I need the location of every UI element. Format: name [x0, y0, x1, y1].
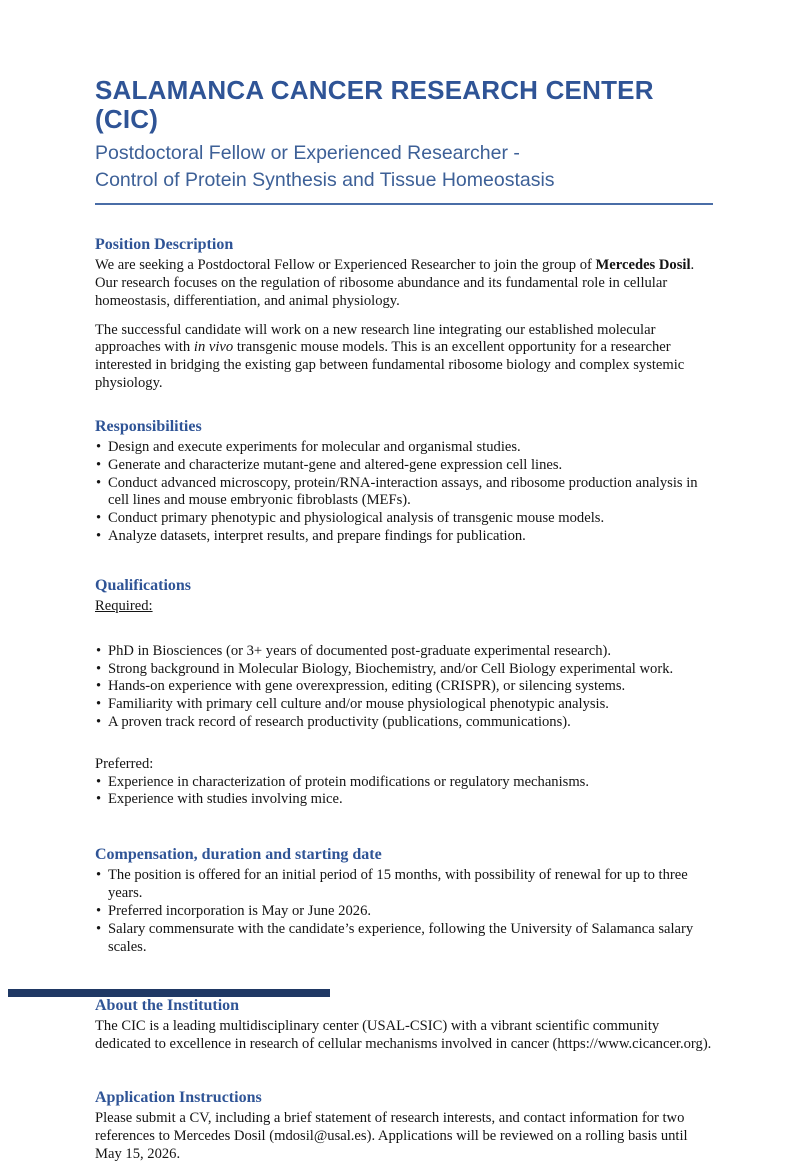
list-item: • Design and execute experiments for molecular and organismal studies. — [95, 439, 715, 457]
page-title: SALAMANCA CANCER RESEARCH CENTER (CIC) — [95, 75, 654, 135]
list-item: • Preferred incorporation is May or June 2026. — [95, 903, 715, 921]
list-item: • Experience in characterization of protein modifications or regulatory mechanisms. — [95, 774, 715, 792]
section-heading-compensation: Compensation, duration and starting date — [95, 846, 382, 864]
about-paragraph: The CIC is a leading multidisciplinary center (USAL-CSIC) with a vibrant scientific community dedicated to excellence in research of cellular mechanisms involved in cancer (https://www.cicancer.org). — [95, 1018, 712, 1053]
section-heading-qualifications: Qualifications — [95, 576, 192, 594]
list-item: • Conduct advanced microscopy, protein/RNA-interaction assays, and ribosome production analysis in cell lines and mouse embryonic fibroblasts (MEFs). — [95, 475, 715, 511]
section-qualifications — [95, 576, 715, 809]
subtitle-line-2: Control of Protein Synthesis and Tissue Homeostasis — [95, 169, 555, 192]
preferred-list — [95, 774, 715, 810]
list-item: • PhD in Biosciences (or 3+ years of documented post-graduate experimental research). — [95, 643, 715, 661]
application-paragraph: Please submit a CV, including a brief statement of research interests, and contact information for two references to Mercedes Dosil (mdosil@usal.es). Applications will be reviewed on a rolling basis until May 15, 2026. — [95, 1110, 688, 1162]
section-application-instructions — [95, 1088, 715, 1164]
page-subtitle — [95, 140, 715, 194]
subtitle-line-1: Postdoctoral Fellow or Experienced Researcher - — [95, 142, 520, 165]
list-item: • A proven track record of research productivity (publications, communications). — [95, 714, 715, 732]
section-heading-application: Application Instructions — [95, 1089, 262, 1107]
section-responsibilities — [95, 417, 715, 546]
preferred-label: Preferred: — [95, 755, 154, 772]
position-p2-text: The successful candidate will work on a new research line integrating our established molecular approaches with — [95, 321, 656, 356]
document-body — [95, 76, 715, 1164]
section-heading-position: Position Description — [95, 236, 234, 254]
list-item: • Familiarity with primary cell culture and/or mouse physiological phenotypic analysis. — [95, 696, 715, 714]
position-p1-bold-name: Mercedes Dosil — [595, 257, 691, 274]
required-label: Required: — [95, 597, 153, 614]
position-p2-italic: in vivo — [193, 339, 234, 356]
section-heading-about: About the Institution — [95, 997, 240, 1015]
list-item: • The position is offered for an initial period of 15 months, with possibility of renewal for up to three years. — [95, 867, 715, 903]
list-item: • Generate and characterize mutant-gene and altered-gene expression cell lines. — [95, 457, 715, 475]
section-heading-responsibilities: Responsibilities — [95, 417, 202, 435]
compensation-list — [95, 867, 715, 956]
position-p2-text-after: transgenic mouse models. This is an excellent opportunity for a researcher interested in bridging the existing gap between fundamental ribosome biology and complex systemic physiology. — [95, 339, 685, 391]
position-paragraph-1 — [95, 257, 715, 310]
list-item: • Strong background in Molecular Biology, Biochemistry, and/or Cell Biology experimental work. — [95, 661, 715, 679]
footer-accent-bar — [8, 989, 330, 997]
list-item: • Hands-on experience with gene overexpression, editing (CRISPR), or silencing systems. — [95, 678, 715, 696]
list-item: • Experience with studies involving mice. — [95, 791, 715, 809]
section-compensation — [95, 845, 715, 956]
position-p1-text: We are seeking a Postdoctoral Fellow or Experienced Researcher to join the group of — [95, 257, 596, 274]
position-p1-text-after: . Our research focuses on the regulation of ribosome abundance and its fundamental role in cellular homeostasis, differentiation, and animal physiology. — [95, 257, 695, 309]
list-item: • Salary commensurate with the candidate’s experience, following the University of Salamanca salary scales. — [95, 921, 715, 957]
list-item: • Conduct primary phenotypic and physiological analysis of transgenic mouse models. — [95, 510, 715, 528]
responsibilities-list — [95, 439, 715, 546]
required-list — [95, 643, 715, 732]
list-item: • Analyze datasets, interpret results, and prepare findings for publication. — [95, 528, 715, 546]
position-paragraph-2 — [95, 322, 715, 393]
section-about-institution — [95, 996, 715, 1054]
header-rule — [95, 203, 713, 205]
section-position-description — [95, 235, 715, 393]
